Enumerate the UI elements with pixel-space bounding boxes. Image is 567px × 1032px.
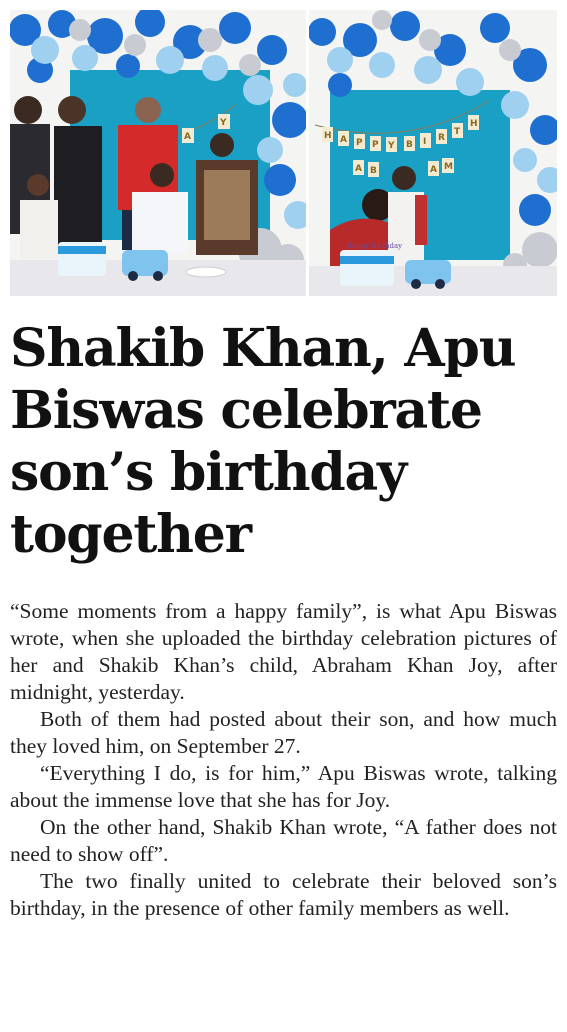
banner-letter: P bbox=[372, 140, 379, 150]
article-body bbox=[10, 598, 557, 922]
banner-letter: A bbox=[430, 165, 437, 175]
banner-letter: A bbox=[184, 132, 191, 142]
photo-left bbox=[10, 10, 312, 296]
paragraph: On the other hand, Shakib Khan wrote, “A father does not need to show off”. bbox=[10, 815, 557, 866]
headline-line: together bbox=[10, 504, 251, 565]
photo-right bbox=[308, 10, 557, 296]
banner-letter: B bbox=[406, 140, 413, 150]
headline-line: Biswas celebrate bbox=[10, 380, 482, 441]
paragraph: Both of them had posted about their son, and how much they loved him, on September 27. bbox=[10, 707, 557, 758]
headline-line: son’s birthday bbox=[10, 442, 407, 503]
paragraph: The two finally united to celebrate their beloved son’s birthday, in the presence of other family members as well. bbox=[10, 869, 557, 920]
banner-letter: P bbox=[356, 138, 363, 148]
birthday-photos-illustration bbox=[10, 10, 557, 296]
banner-letter: Y bbox=[388, 141, 395, 151]
cake-topper: Happy Birthday bbox=[346, 242, 403, 250]
paragraph: “Everything I do, is for him,” Apu Biswas wrote, talking about the immense love that she has for Joy. bbox=[10, 761, 557, 812]
headline-line: Shakib Khan, Apu bbox=[10, 318, 516, 379]
banner-letter: A bbox=[355, 164, 362, 174]
paragraph: “Some moments from a happy family”, is what Apu Biswas wrote, when she uploaded the birthday celebration pictures of her and Shakib Khan’s child, Abraham Khan Joy, after midnight, yesterday. bbox=[10, 599, 557, 704]
banner-letter: T bbox=[454, 127, 461, 137]
banner-letter: M bbox=[444, 162, 453, 172]
banner-letter: Y bbox=[220, 118, 227, 128]
banner-letter: A bbox=[340, 135, 347, 145]
banner-letter: H bbox=[324, 131, 332, 141]
banner-letter: B bbox=[370, 166, 377, 176]
headline bbox=[10, 318, 557, 566]
banner-letter: R bbox=[438, 133, 445, 143]
photo-strip bbox=[10, 10, 557, 296]
banner-letter: I bbox=[423, 137, 427, 147]
banner-letter: H bbox=[470, 119, 478, 129]
